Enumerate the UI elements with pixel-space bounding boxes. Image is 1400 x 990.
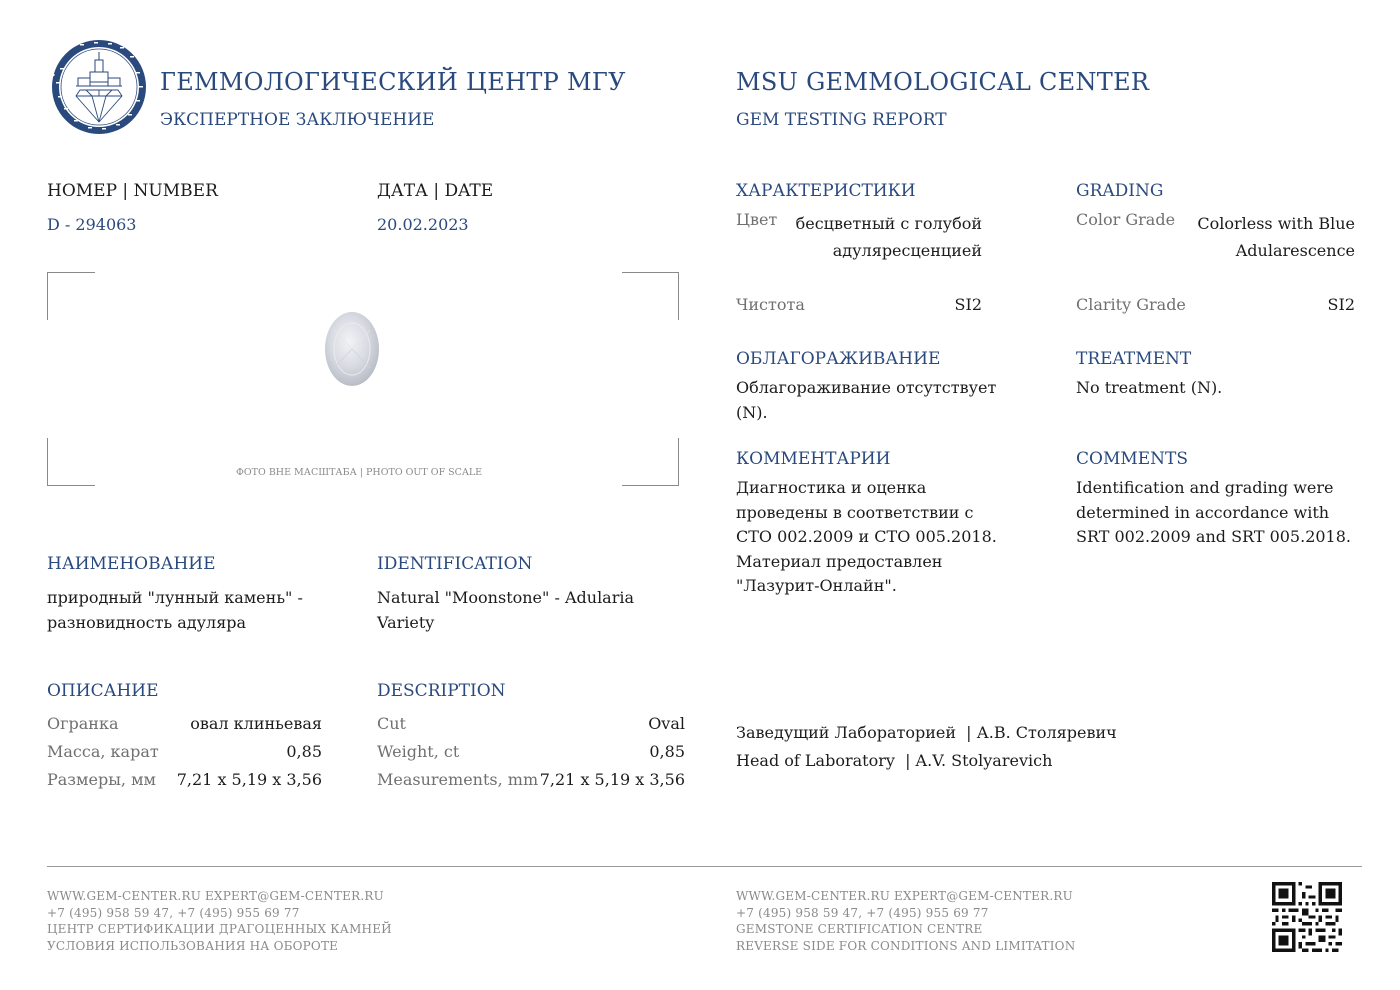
footer-divider xyxy=(47,866,1362,867)
ru-clarity-value: SI2 xyxy=(954,295,982,314)
en-report-subtitle: GEM TESTING REPORT xyxy=(736,110,947,130)
number-value: D - 294063 xyxy=(47,215,137,234)
ru-identification-text: природный "лунный камень" - разновидность адуляра xyxy=(47,588,303,632)
en-identification-label: IDENTIFICATION xyxy=(377,554,533,574)
ru-comments-text: Диагностика и оценка проведены в соответствии с СТО 002.2009 и СТО 005.2018. Материал предоставлен "Лазурит-Онлайн". xyxy=(736,478,997,595)
en-weight-row: Weight, ct 0,85 xyxy=(377,742,685,761)
en-clarity-label: Clarity Grade xyxy=(1076,295,1186,314)
ru-clarity-label: Чистота xyxy=(736,295,805,314)
en-color-label: Color Grade xyxy=(1076,210,1176,229)
msu-gem-center-seal-icon xyxy=(50,38,148,136)
ru-signature-line: Заведущий Лабораторией | А.В. Столяревич xyxy=(736,723,1117,742)
ru-footer: WWW.GEM-CENTER.RU EXPERT@GEM-CENTER.RU +7 (495) 958 59 47, +7 (495) 955 69 77 ЦЕНТР СЕРТИФИКАЦИИ ДРАГОЦЕННЫХ КАМНЕЙ УСЛОВИЯ ИСПОЛЬЗОВАНИЯ НА ОБОРОТЕ xyxy=(47,889,392,953)
number-label: НОМЕР | NUMBER xyxy=(47,181,218,201)
date-label: ДАТА | DATE xyxy=(377,181,494,201)
en-grading-label: GRADING xyxy=(1076,181,1164,201)
ru-measurements-row: Размеры, мм 7,21 x 5,19 x 3,56 xyxy=(47,770,322,789)
en-signature-line: Head of Laboratory | A.V. Stolyarevich xyxy=(736,751,1053,770)
frame-corner-top-left xyxy=(47,272,95,320)
en-measurements-row: Measurements, mm 7,21 x 5,19 x 3,56 xyxy=(377,770,685,789)
ru-treatment-label: ОБЛАГОРАЖИВАНИЕ xyxy=(736,349,941,369)
en-comments-label: COMMENTS xyxy=(1076,449,1189,469)
en-identification-text: Natural "Moonstone" - Adularia Variety xyxy=(377,588,635,632)
moonstone-photo xyxy=(322,310,382,388)
ru-color-label: Цвет xyxy=(736,210,778,229)
date-value: 20.02.2023 xyxy=(377,215,469,234)
ru-color-value: бесцветный с голубой адуляресценцией xyxy=(795,214,982,260)
en-cut-row: Cut Oval xyxy=(377,714,685,733)
en-center-title: MSU GEMMOLOGICAL CENTER xyxy=(736,68,1150,96)
ru-grading-label: ХАРАКТЕРИСТИКИ xyxy=(736,181,916,201)
en-treatment-label: TREATMENT xyxy=(1076,349,1192,369)
ru-cut-row: Огранка овал клиньевая xyxy=(47,714,322,733)
en-description-label: DESCRIPTION xyxy=(377,681,506,701)
en-comments-text: Identification and grading were determined in accordance with SRT 002.2009 and SRT 005.2018. xyxy=(1076,478,1351,546)
ru-weight-row: Масса, карат 0,85 xyxy=(47,742,322,761)
photo-caption: ФОТО ВНЕ МАСШТАБА | PHOTO OUT OF SCALE xyxy=(236,467,483,478)
ru-treatment-text: Облагораживание отсутствует (N). xyxy=(736,378,997,422)
en-clarity-value: SI2 xyxy=(1327,295,1355,314)
frame-corner-bottom-right xyxy=(622,438,679,486)
en-treatment-text: No treatment (N). xyxy=(1076,378,1223,397)
qr-code-icon[interactable] xyxy=(1272,882,1342,952)
ru-comments-label: КОММЕНТАРИИ xyxy=(736,449,891,469)
en-footer: WWW.GEM-CENTER.RU EXPERT@GEM-CENTER.RU +7 (495) 958 59 47, +7 (495) 955 69 77 GEMSTONE CERTIFICATION CENTRE REVERSE SIDE FOR CONDITIONS AND LIMITATION xyxy=(736,889,1076,953)
ru-description-label: ОПИСАНИЕ xyxy=(47,681,159,701)
en-color-value: Colorless with Blue Adularescence xyxy=(1197,214,1355,260)
ru-report-subtitle: ЭКСПЕРТНОЕ ЗАКЛЮЧЕНИЕ xyxy=(160,110,435,130)
ru-identification-label: НАИМЕНОВАНИЕ xyxy=(47,554,216,574)
ru-center-title: ГЕММОЛОГИЧЕСКИЙ ЦЕНТР МГУ xyxy=(160,68,626,96)
frame-corner-top-right xyxy=(622,272,679,320)
frame-corner-bottom-left xyxy=(47,438,95,486)
